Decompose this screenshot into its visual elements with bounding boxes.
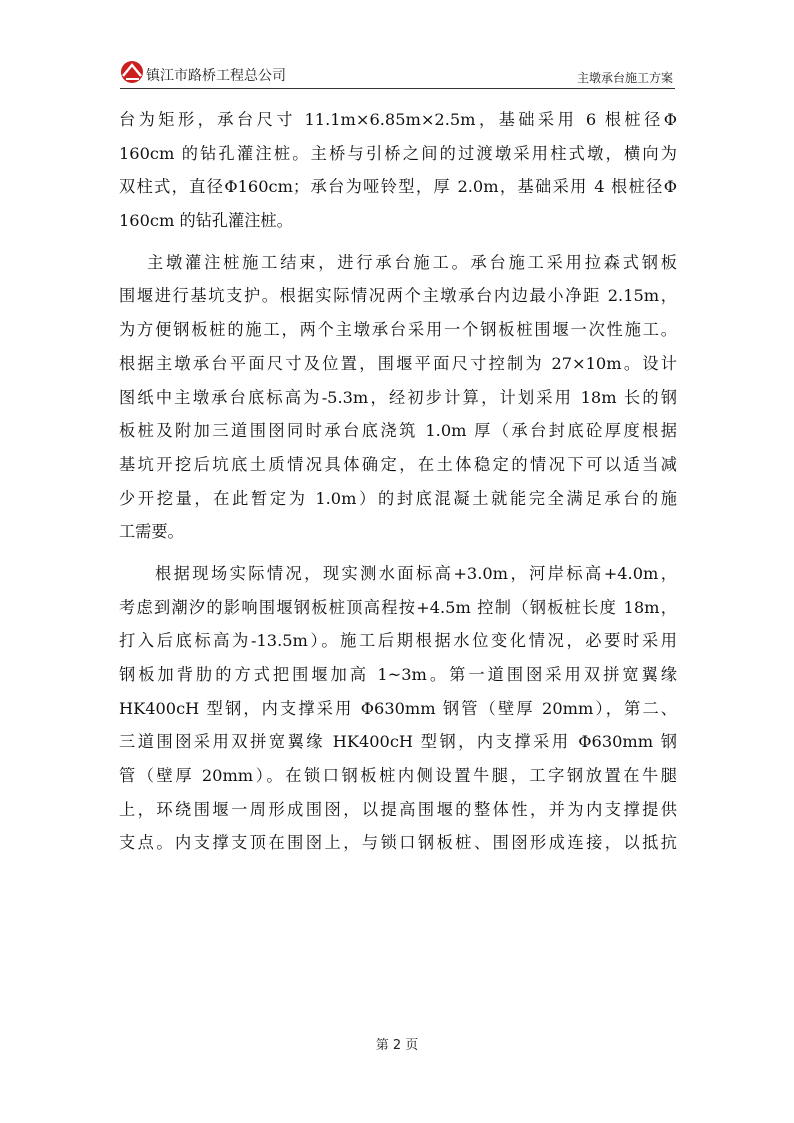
text-line: 考虑到潮汐的影响围堰钢板桩顶高程按+4.5m 控制（钢板桩长度 18m， (119, 597, 677, 617)
text-line: 图纸中主墩承台底标高为-5.3m，经初步计算，计划采用 18m 长的钢 (119, 387, 677, 407)
text-line: 为方便钢板桩的施工，两个主墩承台采用一个钢板桩围堰一次性施工。 (119, 320, 677, 340)
company-logo-icon (120, 59, 146, 85)
text-line: HK400cH 型钢，内支撑采用 Φ630mm 钢管（壁厚 20mm），第二、 (119, 698, 677, 718)
text-line: 板桩及附加三道围囹同时承台底浇筑 1.0m 厚（承台封底砼厚度根据 (119, 421, 677, 441)
text-line: 根据主墩承台平面尺寸及位置，围堰平面尺寸控制为 27×10m。设计 (119, 353, 677, 373)
text-line: 上，环绕围堰一周形成围囹，以提高围堰的整体性，并为内支撑提供 (119, 799, 677, 819)
text-line: 管（壁厚 20mm）。在锁口钢板桩内侧设置牛腿，工字钢放置在牛腿 (119, 766, 677, 786)
company-name: 镇江市路桥工程总公司 (146, 68, 286, 84)
text-line: 三道围囹采用双拼宽翼缘 HK400cH 型钢，内支撑采用 Φ630mm 钢 (119, 732, 677, 752)
text-line: 打入后底标高为-13.5m）。施工后期根据水位变化情况，必要时采用 (119, 631, 677, 651)
text-line: 工需要。 (119, 522, 184, 542)
page-header (120, 56, 675, 89)
text-line: 160cm 的钻孔灌注桩。 (119, 211, 293, 231)
text-line: 根据现场实际情况，现实测水面标高+3.0m，河岸标高+4.0m， (155, 563, 677, 583)
document-title: 主墩承台施工方案 (576, 71, 673, 85)
text-line: 钢板加背肋的方式把围堰加高 1~3m。第一道围囹采用双拼宽翼缘 (119, 665, 677, 684)
text-line: 支点。内支撑支顶在围囹上，与锁口钢板桩、围囹形成连接，以抵抗 (119, 833, 677, 853)
text-line: 基坑开挖后坑底土质情况具体确定，在土体稳定的情况下可以适当减 (119, 454, 677, 474)
text-line: 围堰进行基坑支护。根据实际情况两个主墩承台内边最小净距 2.15m， (119, 286, 677, 306)
text-line: 160cm 的钻孔灌注桩。主桥与引桥之间的过渡墩采用柱式墩，横向为 (119, 143, 677, 163)
page-number: 第 2 页 (375, 1038, 419, 1053)
text-line: 双柱式，直径Φ160cm；承台为哑铃型，厚 2.0m，基础采用 4 根桩径Φ (119, 177, 677, 197)
text-line: 台为矩形，承台尺寸 11.1m×6.85m×2.5m，基础采用 6 根桩径Φ (119, 110, 677, 129)
text-line: 少开挖量，在此暂定为 1.0m）的封底混凝土就能完全满足承台的施 (119, 488, 677, 508)
document-body (119, 103, 677, 860)
text-line: 主墩灌注桩施工结束，进行承台施工。承台施工采用拉森式钢板 (147, 252, 677, 272)
